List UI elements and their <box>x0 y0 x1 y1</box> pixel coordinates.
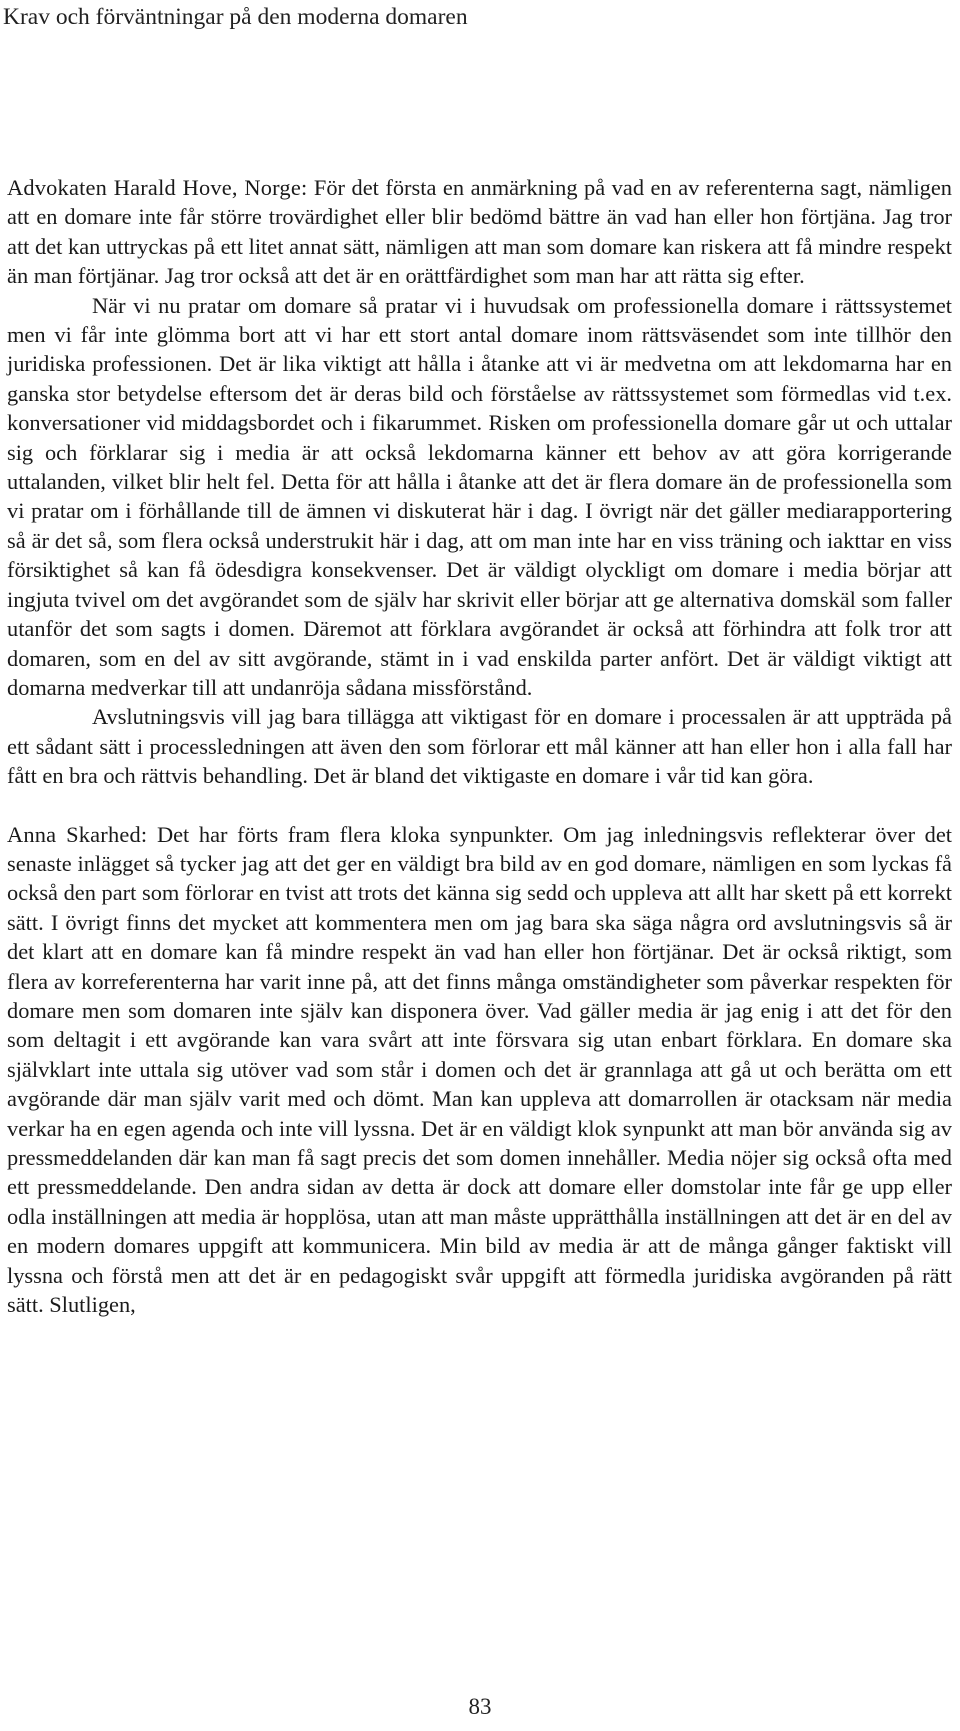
speaker-label-skarhed: Anna Skarhed: <box>7 821 148 847</box>
speaker-label-hove: Advokaten Harald Hove, Norge: <box>7 175 308 200</box>
paragraph-hove <box>7 173 952 291</box>
paragraph-hove-text: För det första en anmärkning på vad en av referenterna sagt, nämligen att en domare inte får större trovärdighet eller blir bedömd bättre än vad han eller hon förtjäna. Jag tror att det kan uttryckas på ett litet annat sätt, nämligen att man som domare kan riskera att få mindre respekt än man förtjänar. Jag tror också att det är en orättfärdighet som man har att rätta sig efter. <box>7 175 952 289</box>
paragraph-avslutning: Avslutningsvis vill jag bara tillägga att viktigast för en domare i processalen är att uppträda på ett sådant sätt i processledningen att även den som förlorar ett mål känner att han eller hon i alla fall har fått en bra och rättvis behandling. Det är bland det viktigaste en domare i vår tid kan göra. <box>7 704 952 789</box>
body-text <box>7 173 952 1319</box>
paragraph-lekdomare: När vi nu pratar om domare så pratar vi i huvudsak om professionella domare i rättssystemet men vi får inte glömma bort att vi har ett stort antal domare inom rättsväsendet som inte tillhör den juridiska professionen. Det är lika viktigt att hålla i åtanke att vi är medvetna om att lekdomarna har en ganska stor betydelse eftersom det är deras bild och förståelse av rättssystemet som förmedlas vid t.ex. konversationer vid middagsbordet och i fikarummet. Risken om professionella domare går ut och uttalar sig och förklarar sig i media är att också lekdomarna känner ett behov av att göra korrigerande uttalanden, vilket blir helt fel. Detta för att hålla i åtanke att det är flera domare än de professionella som vi pratar om i förhållande till de ämnen vi diskuterat här i dag. I övrigt när det gäller mediarapportering så är det så, som flera också understrukit här i dag, att om man inte har en viss träning och iakttar en viss försiktighet så kan få ödesdigra konsekvenser. Det är väldigt olyckligt om domare i media börjar att ingjuta tvivel om det avgörandet som de själv har skrivit eller börjar att ge alternativa domskäl som faller utanför det som sagts i domen. Däremot att förklara avgörandet är också att förhindra att folk tror att domaren, som en del av sitt avgörande, stämt in i vad enskilda parter anfört. Det är väldigt viktigt att domarna medverkar till att undanröja sådana missförstånd. <box>7 292 952 700</box>
running-header: Krav och förväntningar på den moderna domaren <box>3 4 468 30</box>
page-number: 83 <box>468 1694 492 1719</box>
paragraph-skarhed <box>7 820 952 1320</box>
paragraph-skarhed-text: Det har förts fram flera kloka synpunkter. Om jag inledningsvis reflekterar över det senaste inlägget så tycker jag att det ger en väldigt bra bild av en god domare, nämligen en som lyckas få också den part som förlorar en tvist att trots det känna sig sedd och uppleva att allt har skett på ett korrekt sätt. I övrigt finns det mycket att kommentera men om jag bara ska säga några ord avslutningsvis så är det klart att en domare kan få mindre respekt än vad han eller hon förtjänar. Det är också riktigt, som flera av korreferenterna har varit inne på, att det finns många omständigheter som påverkar respekten för domare men som domaren inte själv kan disponera över. Vad gäller media är jag enig i att det för den som deltagit i ett avgörande kan vara svårt att inte försvara sig utan enbart förklara. En domare ska självklart inte uttala sig utöver vad som står i domen och det är grannlaga att gå ut och berätta om ett avgörande där man själv varit med och dömt. Man kan uppleva att domarrollen är otacksam när media verkar ha en egen agenda och inte vill lyssna. Det är en väldigt klok synpunkt att man bör använda sig av pressmeddelanden där kan man få sagt precis det som domen innehåller. Media nöjer sig också ofta med ett pressmeddelande. Den andra sidan av detta är dock att domare eller domstolar inte får ge upp eller odla inställningen att media är hopplösa, utan att man måste upprätthålla inställningen att det är en del av en modern domares uppgift att kommunicera. Min bild av media är att de många gånger faktiskt vill lyssna och förstå men att det är en pedagogiskt svår uppgift att förmedla juridiska avgöranden på rätt sätt. Slutligen, <box>7 821 953 1318</box>
